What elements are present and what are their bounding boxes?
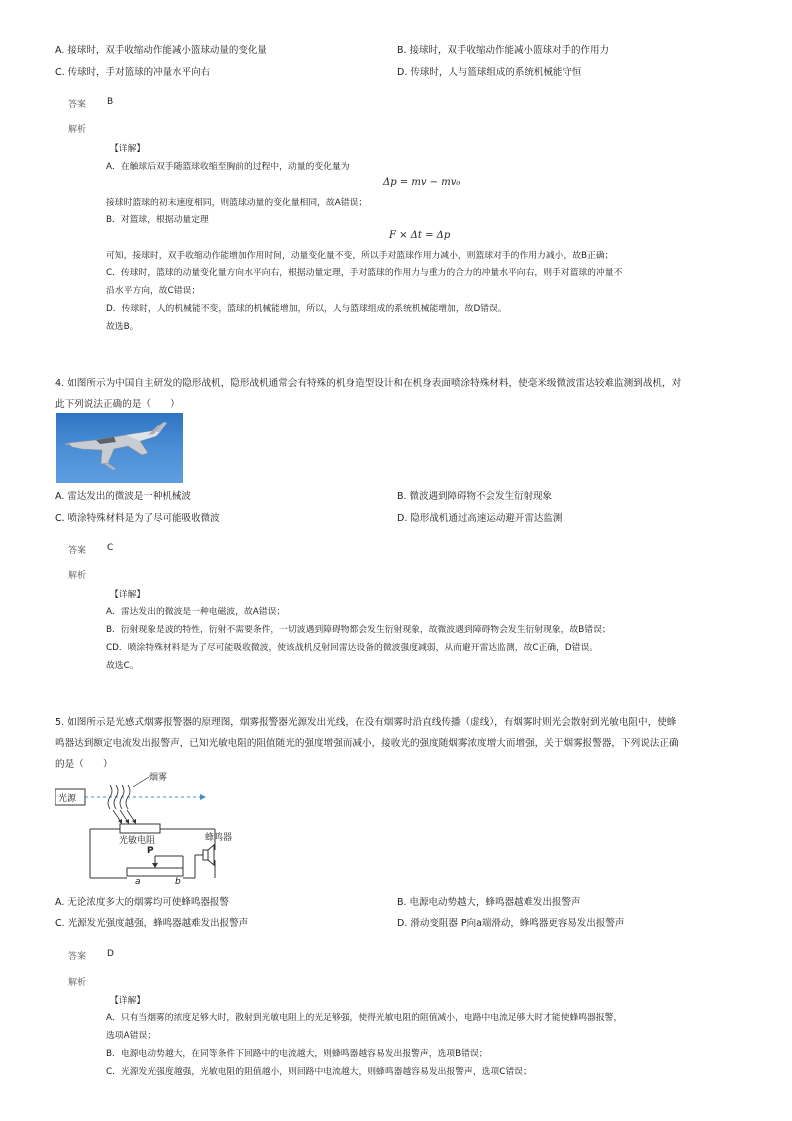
terminal-b-label: b: [175, 877, 181, 887]
q3-line-7: D．传球时，人的机械能不变，篮球的机械能增加，所以，人与篮球组成的系统机械能增加，故D错误。: [106, 304, 507, 314]
q4-line-2: B．衍射现象是波的特性，衍射不需要条件，一切波遇到障碍物都会发生衍射现象，故微波遇到障碍物会发生衍射现象，故B错误；: [106, 625, 611, 635]
q4-option-b: B. 微波遇到障碍物不会发生衍射现象: [397, 491, 553, 502]
q4-option-d: D. 隐形战机通过高速运动避开雷达监测: [397, 513, 563, 524]
q4-option-c: C. 喷涂特殊材料是为了尽可能吸收微波: [55, 513, 220, 524]
q3-option-d: D. 传球时，人与篮球组成的系统机械能守恒: [397, 67, 582, 78]
q3-formula-impulse: F × Δt = Δp: [389, 230, 451, 241]
stealth-fighter-photo: [56, 413, 183, 483]
light-source-label: 光源: [58, 794, 77, 804]
q3-line-3: B．对篮球，根据动量定理: [106, 215, 209, 225]
photoresistor-label: 光敏电阻: [119, 836, 156, 846]
q3-line-2: 接球时篮球的初末速度相同，则篮球动量的变化量相同，故A错误；: [106, 198, 368, 208]
q4-line-3: CD．喷涂特殊材料是为了尽可能吸收微波，使该战机反射回雷达设备的微波强度减弱，从而避开雷达监测，故C正确，D错误。: [106, 643, 599, 653]
q5-line-2: 选项A错误；: [106, 1031, 157, 1041]
q3-line-6: 沿水平方向，故C错误；: [106, 286, 201, 296]
q5-stem-line-1: 5. 如图所示是光感式烟雾报警器的原理图，烟雾报警器光源发出光线，在没有烟雾时沿直线传播（虚线），有烟雾时则光会散射到光敏电阻中，使蜂: [55, 717, 677, 728]
q5-option-a: A. 无论浓度多大的烟雾均可使蜂鸣器报警: [55, 897, 229, 908]
stealth-fighter-illustration: [56, 413, 183, 483]
q5-option-d: D. 滑动变阻器 P向a端滑动，蜂鸣器更容易发出报警声: [397, 918, 625, 929]
q3-answer: B: [107, 97, 114, 107]
q3-line-4: 可知，接球时，双手收缩动作能增加作用时间，动量变化量不变，所以手对篮球作用力减小，则篮球对手的作用力减小，故B正确；: [106, 251, 614, 261]
q4-analysis-label: 解析: [68, 571, 87, 581]
q3-analysis-label: 解析: [68, 125, 87, 135]
q5-option-c: C. 光源发光强度越强，蜂鸣器越难发出报警声: [55, 918, 249, 929]
q5-line-4: C．光源发光强度越强，光敏电阻的阻值越小，则回路中电流越大，则蜂鸣器越容易发出报警声，选项C错误；: [106, 1067, 532, 1077]
q5-answer: D: [107, 949, 114, 959]
q3-line-1: A．在触球后双手随篮球收缩至胸前的过程中，动量的变化量为: [106, 162, 350, 172]
q5-line-3: B．电源电动势越大，在同等条件下回路中的电流越大，则蜂鸣器越容易发出报警声，选项B错误；: [106, 1049, 488, 1059]
buzzer-label: 蜂鸣器: [205, 833, 233, 843]
q4-stem-line-2: 此下列说法正确的是（ ）: [55, 399, 180, 410]
q3-line-5: C．传球时，篮球的动量变化量方向水平向右，根据动量定理，手对篮球的作用力与重力的合力的冲量水平向右，则手对篮球的冲量不: [106, 268, 623, 278]
q4-option-a: A. 雷达发出的微波是一种机械波: [55, 491, 191, 502]
q5-line-1: A．只有当烟雾的浓度足够大时，散射到光敏电阻上的光足够强，使得光敏电阻的阻值减小，电路中电流足够大时才能使蜂鸣器报警，: [106, 1013, 623, 1023]
smoke-alarm-circuit-diagram: [55, 770, 245, 890]
smoke-label: 烟雾: [149, 773, 168, 783]
terminal-a-label: a: [135, 877, 141, 887]
q4-answer: C: [107, 543, 114, 553]
q4-line-4: 故选C。: [106, 661, 139, 671]
q5-detail-title: 【详解】: [110, 996, 146, 1006]
q5-option-b: B. 电源电动势越大，蜂鸣器越难发出报警声: [397, 897, 581, 908]
q3-formula-momentum-change: Δp = mv − mv₀: [383, 177, 461, 188]
q3-option-a: A. 接球时，双手收缩动作能减小篮球动量的变化量: [55, 45, 267, 56]
q5-answer-label: 答案: [68, 952, 87, 962]
q3-detail-title: 【详解】: [110, 144, 146, 154]
q3-answer-label: 答案: [68, 100, 87, 110]
q3-line-8: 故选B。: [106, 322, 139, 332]
q3-option-c: C. 传球时，手对篮球的冲量水平向右: [55, 67, 211, 78]
q4-detail-title: 【详解】: [110, 590, 146, 600]
q5-analysis-label: 解析: [68, 978, 87, 988]
q5-stem-line-3: 的是（ ）: [55, 759, 113, 770]
q4-line-1: A．雷达发出的微波是一种电磁波，故A错误；: [106, 607, 286, 617]
q3-option-b: B. 接球时，双手收缩动作能减小篮球对手的作用力: [397, 45, 610, 56]
q5-stem-line-2: 鸣器达到额定电流发出报警声，已知光敏电阻的阻值随光的强度增强而减小，接收光的强度随烟雾浓度增大而增强，关于烟雾报警器，下列说法正确: [55, 738, 679, 749]
slider-p-label: P: [147, 846, 154, 856]
q4-stem-line-1: 4. 如图所示为中国自主研发的隐形战机，隐形战机通常会有特殊的机身造型设计和在机身表面喷涂特殊材料，使毫米级微波雷达较难监测到战机，对: [55, 378, 682, 389]
q4-answer-label: 答案: [68, 546, 87, 556]
